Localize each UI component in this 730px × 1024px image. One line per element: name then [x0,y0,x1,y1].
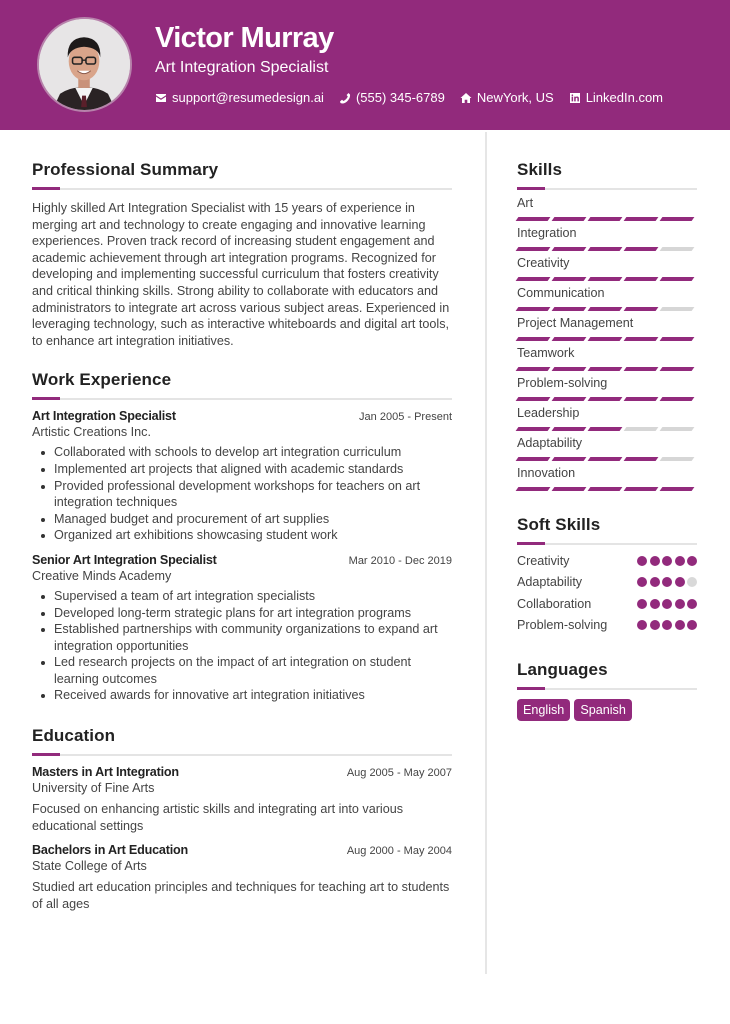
rating-dot-icon [650,577,660,587]
section-heading: Work Experience [32,370,172,390]
education-date: Aug 2005 - May 2007 [346,767,452,780]
level-segment [588,457,623,461]
job-bullets [32,588,452,704]
skill-level-bar [517,217,697,221]
skill-item [517,406,697,431]
level-segment [624,367,659,371]
languages-section [517,660,697,721]
skills-list [517,196,697,491]
level-segment [552,427,587,431]
level-segment [588,337,623,341]
rating-dot-icon [650,620,660,630]
level-segment [516,307,551,311]
phone-text: (555) 345-6789 [355,90,445,105]
contact-email[interactable] [155,90,324,105]
list-item: Managed budget and procurement of art supplies [32,511,452,528]
level-segment [660,367,695,371]
rating-dot-icon [662,620,672,630]
rating-dot-icon [687,620,697,630]
education-desc: Focused on enhancing artistic skills and integrating art into various educational settings [32,802,404,833]
resume-header [0,0,730,130]
soft-skill-item [517,550,697,572]
soft-skill-item [517,572,697,594]
avatar-icon [39,19,130,110]
level-segment [624,457,659,461]
rating-dot-icon [675,577,685,587]
level-segment [624,307,659,311]
level-segment [660,307,695,311]
education-desc: Studied art education principles and techniques for teaching art to students of all ages [32,880,450,911]
skill-item [517,436,697,461]
section-rule [517,188,697,190]
rating-dot-icon [637,556,647,566]
list-item: Supervised a team of art integration specialists [32,588,452,605]
profile-photo [37,17,132,112]
level-segment [624,397,659,401]
summary-text: Highly skilled Art Integration Specialist with 15 years of experience in merging art and technology to create engaging and innovative learning experiences. Proven track record of increasing student engagement and academic achievement through art integration programs. Recognized for developing and implementing successful curriculum that fosters creativity and critical thinking skills. Strong ability to collaborate with educators and administrators to integrate art across various subject areas. Experienced in leveraging technology, such as interactive whiteboards and digital art tools, to enhance art integration initiatives. [32,201,450,348]
level-segment [516,247,551,251]
soft-skill-name: Problem-solving [517,618,608,633]
level-segment [588,217,623,221]
job-role: Senior Art Integration Specialist [32,552,217,567]
skill-item [517,226,697,251]
list-item: Collaborated with schools to develop art integration curriculum [32,444,452,461]
language-tag: English [517,699,570,721]
column-divider [485,132,487,974]
skill-level-bar [517,277,697,281]
contact-linkedin[interactable] [569,90,663,105]
list-item: Received awards for innovative art integration initiatives [32,687,452,704]
envelope-icon [155,92,167,104]
skill-level-bar [517,397,697,401]
education-date: Aug 2000 - May 2004 [346,845,452,858]
section-rule [32,398,452,400]
skill-item [517,316,697,341]
rating-dot-icon [687,556,697,566]
school: University of Fine Arts [32,781,155,796]
rating-dot-icon [675,556,685,566]
education-entry [32,843,452,912]
level-segment [552,217,587,221]
soft-skills-section [517,515,697,636]
section-heading: Languages [517,660,608,679]
level-segment [516,487,551,491]
sidebar-column [517,160,697,721]
list-item: Organized art exhibitions showcasing student work [32,527,452,544]
level-segment [588,397,623,401]
skill-item [517,256,697,281]
job-entry [32,409,452,544]
level-segment [552,397,587,401]
level-segment [552,367,587,371]
rating-dot-icon [662,577,672,587]
level-segment [516,367,551,371]
section-heading: Soft Skills [517,515,601,534]
level-segment [588,247,623,251]
soft-skill-item [517,593,697,615]
contact-location [460,90,554,105]
level-segment [660,487,695,491]
contact-phone[interactable] [339,90,445,105]
summary-section [32,160,452,349]
level-segment [624,247,659,251]
candidate-title: Art Integration Specialist [155,59,329,76]
level-segment [624,337,659,341]
skill-item [517,346,697,371]
level-segment [624,277,659,281]
job-entry [32,553,452,704]
level-segment [516,457,551,461]
education-section [32,726,452,912]
level-segment [660,277,695,281]
job-role: Art Integration Specialist [32,409,176,424]
location-text: NewYork, US [476,90,554,105]
level-segment [624,487,659,491]
email-text: support@resumedesign.ai [172,90,324,105]
section-heading: Professional Summary [32,160,219,179]
level-segment [552,247,587,251]
level-segment [624,427,659,431]
skill-level-bar [517,247,697,251]
level-segment [660,337,695,341]
skill-item [517,286,697,311]
soft-skill-name: Creativity [517,553,570,568]
job-date: Jan 2005 - Present [359,411,452,424]
level-segment [660,457,695,461]
rating-dot-icon [662,556,672,566]
soft-skill-name: Adaptability [517,575,583,590]
level-segment [660,247,695,251]
section-heading: Skills [517,160,563,179]
rating-dot-icon [637,599,647,609]
level-segment [660,217,695,221]
rating-dot-icon [637,577,647,587]
candidate-name: Victor Murray [155,22,334,54]
rating-dots [635,599,698,609]
level-segment [552,307,587,311]
job-org: Artistic Creations Inc. [32,425,151,440]
list-item: Provided professional development workshops for teachers on art integration techniques [32,478,452,511]
rating-dot-icon [662,599,672,609]
section-rule [517,543,697,545]
skill-level-bar [517,427,697,431]
skill-level-bar [517,457,697,461]
school: State College of Arts [32,859,147,874]
section-heading: Education [32,726,116,746]
rating-dot-icon [687,599,697,609]
rating-dot-icon [637,620,647,630]
section-rule [32,754,452,756]
degree: Masters in Art Integration [32,765,179,780]
skill-name: Communication [517,286,605,300]
home-icon [460,92,472,104]
level-segment [588,427,623,431]
level-segment [516,217,551,221]
contact-list [155,90,678,105]
level-segment [624,217,659,221]
skill-name: Problem-solving [517,376,608,390]
skill-name: Adaptability [517,436,583,450]
skill-item [517,466,697,491]
rating-dots [635,620,698,630]
level-segment [516,427,551,431]
skill-name: Art [517,196,534,210]
skill-name: Leadership [517,406,580,420]
level-segment [552,457,587,461]
rating-dot-icon [675,599,685,609]
skill-name: Innovation [517,466,576,480]
level-segment [516,337,551,341]
rating-dot-icon [675,620,685,630]
level-segment [588,277,623,281]
experience-section [32,370,452,704]
level-segment [588,487,623,491]
job-org: Creative Minds Academy [32,568,172,583]
phone-icon [339,92,351,104]
job-bullets [32,444,452,544]
list-item: Established partnerships with community organizations to expand art integration opportunities [32,621,452,654]
languages-list [517,699,697,721]
skill-item [517,196,697,221]
section-rule [32,188,452,190]
level-segment [516,397,551,401]
skill-level-bar [517,337,697,341]
degree: Bachelors in Art Education [32,843,188,858]
level-segment [660,397,695,401]
education-entry [32,765,452,834]
list-item: Led research projects on the impact of art integration on student learning outcomes [32,654,452,687]
level-segment [552,337,587,341]
skill-name: Integration [517,226,577,240]
level-segment [588,367,623,371]
section-rule [517,688,697,690]
soft-skill-item [517,615,697,637]
skill-level-bar [517,487,697,491]
job-date: Mar 2010 - Dec 2019 [348,554,452,567]
skill-name: Project Management [517,316,634,330]
language-tag: Spanish [574,699,632,721]
rating-dot-icon [650,556,660,566]
level-segment [660,427,695,431]
soft-skills-list [517,550,697,636]
list-item: Developed long-term strategic plans for art integration programs [32,605,452,622]
skill-level-bar [517,367,697,371]
linkedin-icon [569,92,581,104]
level-segment [552,277,587,281]
main-column [32,160,452,912]
skill-name: Creativity [517,256,570,270]
skill-name: Teamwork [517,346,575,360]
level-segment [588,307,623,311]
skill-item [517,376,697,401]
linkedin-text: LinkedIn.com [585,90,664,105]
level-segment [516,277,551,281]
level-segment [552,487,587,491]
soft-skill-name: Collaboration [517,596,592,611]
skill-level-bar [517,307,697,311]
skills-section [517,160,697,491]
rating-dot-icon [650,599,660,609]
rating-dots [635,577,698,587]
rating-dots [635,556,698,566]
rating-dot-icon [687,577,697,587]
list-item: Implemented art projects that aligned with academic standards [32,461,452,478]
